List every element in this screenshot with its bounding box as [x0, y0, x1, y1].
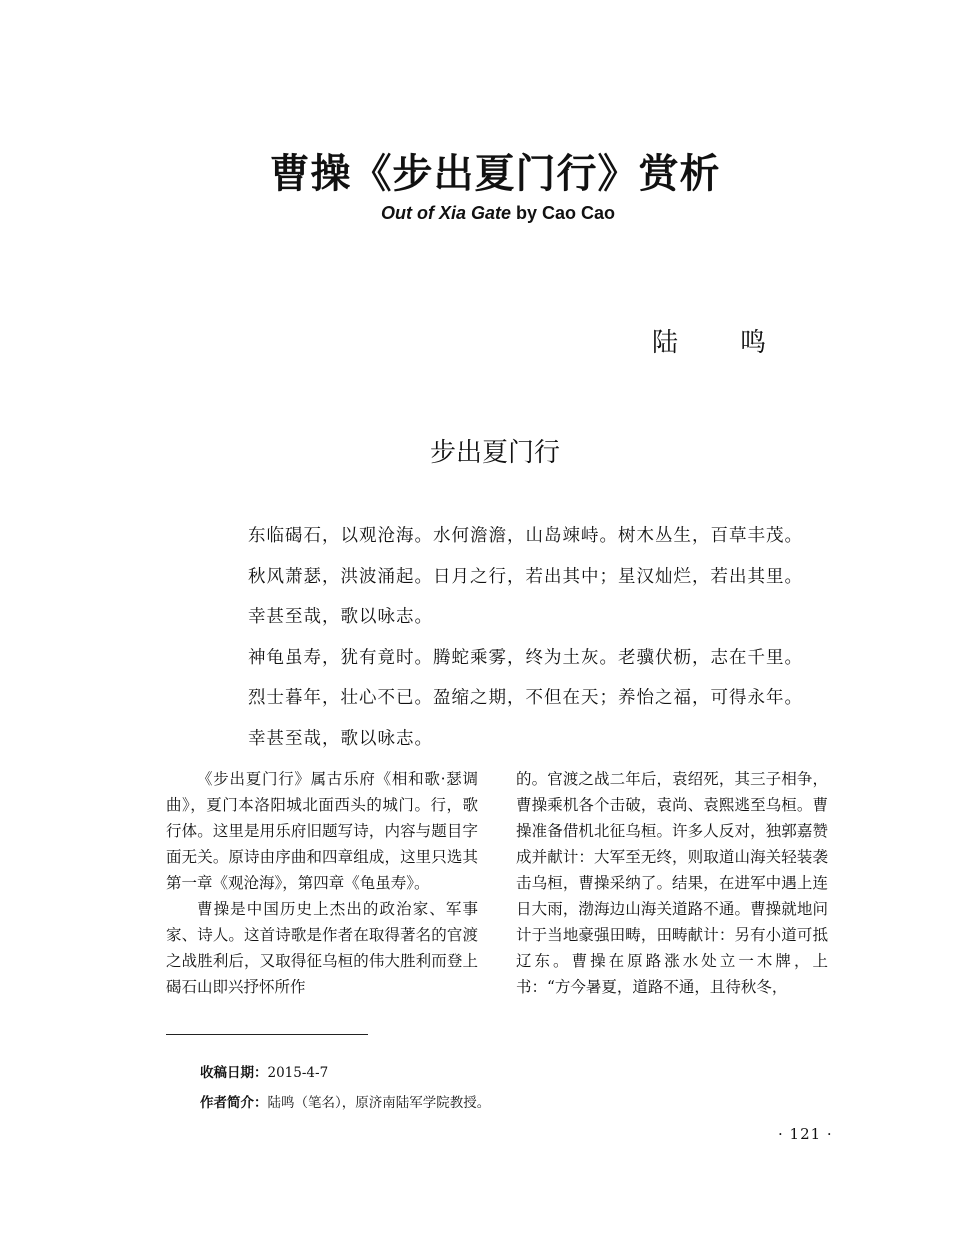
- received-date-label: 收稿日期：: [200, 1065, 268, 1080]
- body-paragraph: 的。官渡之战二年后，袁绍死，其三子相争，曹操乘机各个击破，袁尚、袁熙逃至乌桓。曹操准备借机北征乌桓。许多人反对，独郭嘉赞成并献计：大军至无终，则取道山海关轻装袭击乌桓，曹操采纳了。结果，在进军中遇上连日大雨，渤海边山海关道路不通。曹操就地问计于当地豪强田畴，田畴献计：另有小道可抵辽东。曹操在原路涨水处立一木牌，上书：“方今暑夏，道路不通，且待秋冬，: [516, 770, 828, 996]
- received-date-note: [200, 1058, 490, 1088]
- poem-line: 东临碣石，以观沧海。水何澹澹，山岛竦峙。树木丛生，百草丰茂。: [248, 526, 803, 546]
- body-column-left: [166, 766, 478, 1000]
- poem-line: 烈士暮年，壮心不已。盈缩之期，不但在天；养怡之福，可得永年。: [248, 688, 803, 708]
- received-date-value: 2015-4-7: [267, 1065, 329, 1081]
- poem-line: 秋风萧瑟，洪波涌起。日月之行，若出其中；星汉灿烂，若出其里。: [248, 566, 803, 587]
- footnotes: [200, 1058, 490, 1118]
- poem-line: 神龟虽寿，犹有竟时。腾蛇乘雾，终为土灰。老骥伏枥，志在千里。: [248, 647, 803, 668]
- author-bio-label: 作者简介：: [200, 1095, 268, 1110]
- footnote-divider: [166, 1034, 368, 1035]
- subtitle-rest: by Cao Cao: [511, 203, 616, 223]
- body-paragraph: 《步出夏门行》属古乐府《相和歌·瑟调曲》，夏门本洛阳城北面西头的城门。行，歌行体。这里是用乐府旧题写诗，内容与题目字面无关。原诗由序曲和四章组成，这里只选其第一章《观沧海》，第四章《龟虽寿》。: [166, 770, 478, 892]
- article-title: 曹操《步出夏门行》赏析: [269, 150, 721, 197]
- poem-line: 幸甚至哉，歌以咏志。: [248, 728, 433, 749]
- article-subtitle: [0, 203, 964, 224]
- subtitle-italic: Out of Xia Gate: [380, 203, 511, 223]
- poem-title: 步出夏门行: [429, 438, 560, 468]
- poem-text: [248, 516, 848, 759]
- poem-line: 幸甚至哉，歌以咏志。: [248, 607, 433, 627]
- author-bio-value: 陆鸣（笔名），原济南陆军学院教授。: [267, 1095, 491, 1111]
- page-number: · 121 ·: [778, 1125, 833, 1143]
- body-paragraph: 曹操是中国历史上杰出的政治家、军事家、诗人。这首诗歌是作者在取得著名的官渡之战胜利后，又取得征乌桓的伟大胜利而登上碣石山即兴抒怀所作: [166, 900, 478, 996]
- body-column-right: [516, 766, 828, 1000]
- author-name: 陆 鸣: [652, 328, 785, 358]
- author-bio-note: [200, 1088, 490, 1118]
